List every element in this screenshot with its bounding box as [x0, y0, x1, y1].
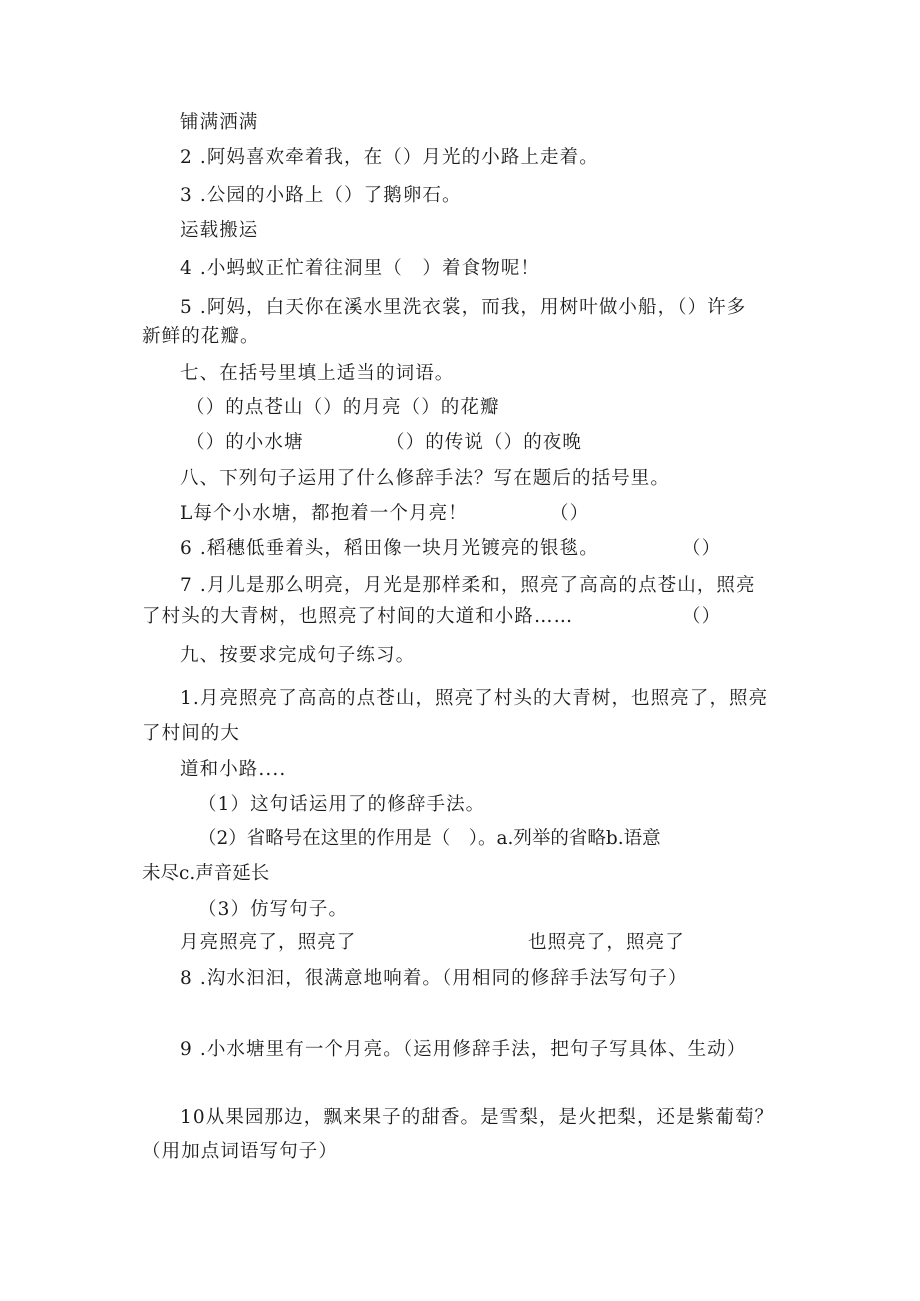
- imitation-sentence-right: 也照亮了，照亮了: [528, 932, 685, 953]
- sub-question-2-options: 未尽c.声音延长: [142, 863, 270, 884]
- question-5: 5 .阿妈，白天你在溪水里洗衣裳，而我，用树叶做小船，（）许多: [180, 297, 747, 318]
- question-9-1: 1.月亮照亮了高高的点苍山，照亮了村头的大青树，也照亮了，照亮: [180, 688, 769, 709]
- sub-question-1: （1）这句话运用了的修辞手法。: [198, 794, 486, 815]
- question-6-answer-bracket: （）: [682, 538, 722, 559]
- question-6: 6 .稻穗低垂着头，稻田像一块月光镀亮的银毯。: [180, 538, 599, 559]
- section-7-row-1: （）的点苍山（）的月亮（）的花瓣: [186, 397, 500, 418]
- question-8-rhetoric: 8 .沟水汩汩，很满意地响着。（用相同的修辞手法写句子）: [180, 968, 688, 989]
- question-9-rhetoric: 9 .小水塘里有一个月亮。（运用修辞手法，把句子写具体、生动）: [180, 1039, 747, 1060]
- section-8-heading: 八、下列句子运用了什么修辞手法？写在题后的括号里。: [180, 468, 671, 489]
- section-7-row-2-right: （）的传说（）的夜晚: [386, 432, 583, 453]
- question-8-1: L每个小水塘，都抱着一个月亮！: [180, 503, 468, 524]
- imitation-sentence-left: 月亮照亮了，照亮了: [180, 932, 357, 953]
- question-8-1-answer-bracket: （）: [550, 503, 590, 524]
- sub-question-3: （3）仿写句子。: [198, 899, 349, 920]
- question-10: 10从果园那边，飘来果子的甜香。是雪梨，是火把梨，还是紫葡萄？: [180, 1107, 775, 1128]
- section-7-row-2-left: （）的小水塘: [186, 432, 304, 453]
- sub-question-2: （2）省略号在这里的作用是（ ）。a.列举的省略b.语意: [198, 828, 661, 849]
- word-choice-pair-1: 铺满洒满: [180, 112, 259, 133]
- question-4: 4 .小蚂蚁正忙着往洞里（ ）着食物呢！: [180, 258, 541, 279]
- question-7-continued: 了村头的大青树，也照亮了村间的大道和小路……: [142, 606, 574, 627]
- section-9-heading: 九、按要求完成句子练习。: [180, 645, 416, 666]
- question-9-1-continued-2: 道和小路....: [180, 759, 287, 780]
- question-7-answer-bracket: （）: [682, 606, 722, 627]
- question-3: 3 .公园的小路上（）了鹅卵石。: [180, 185, 462, 206]
- question-7: 7 .月儿是那么明亮，月光是那样柔和，照亮了高高的点苍山，照亮: [180, 575, 756, 596]
- question-2: 2 .阿妈喜欢牵着我，在（）月光的小路上走着。: [180, 147, 599, 168]
- section-7-heading: 七、在括号里填上适当的词语。: [180, 363, 455, 384]
- question-10-continued: （用加点词语写句子）: [142, 1141, 339, 1162]
- question-5-continued: 新鲜的花瓣。: [142, 326, 260, 347]
- word-choice-pair-2: 运载搬运: [180, 220, 259, 241]
- question-9-1-continued: 了村间的大: [142, 723, 241, 744]
